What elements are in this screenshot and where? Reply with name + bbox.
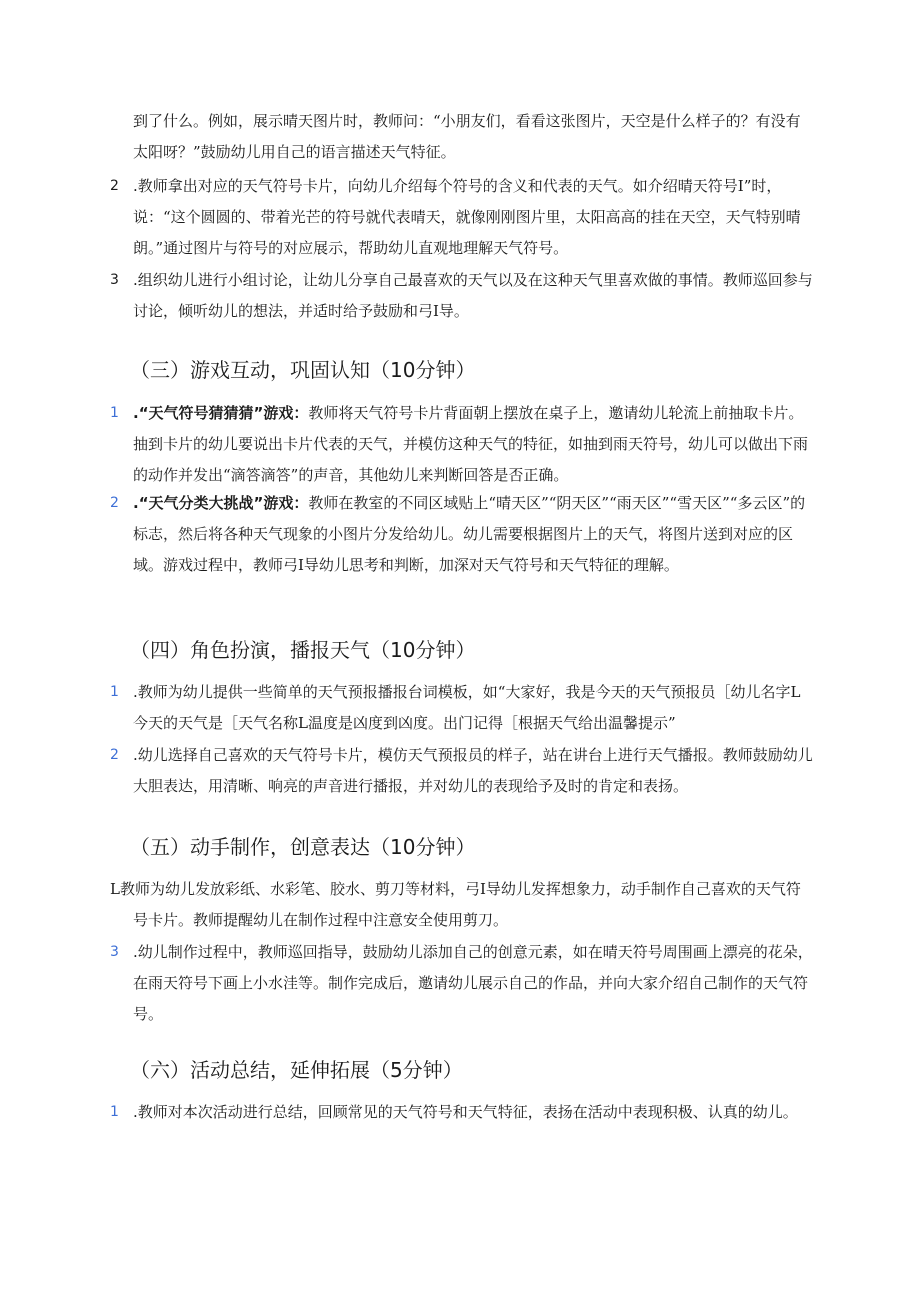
list-item-text: .幼儿制作过程中，教师巡回指导，鼓励幼儿添加自己的创意元素，如在晴天符号周围画上漂亮的花朵，在雨天符号下画上小水洼等。制作完成后，邀请幼儿展示自己的作品，并向大家介绍自己制作的天气符号。	[133, 943, 813, 1023]
list-item-roleplay-2	[110, 740, 813, 802]
list-item-text	[133, 398, 813, 491]
section-heading-3: （三）游戏互动，巩固认知（10分钟）	[130, 358, 476, 382]
list-item-text: .幼儿选择自己喜欢的天气符号卡片，模仿天气预报员的样子，站在讲台上进行天气播报。教师鼓励幼儿大胆表达，用清晰、响亮的声音进行播报，并对幼儿的表现给予及时的肯定和表扬。	[133, 746, 813, 795]
section-heading-6: （六）活动总结，延伸拓展（5分钟）	[130, 1058, 463, 1082]
list-item-3	[110, 265, 813, 327]
list-item-text: .教师拿出对应的天气符号卡片，向幼儿介绍每个符号的含义和代表的天气。如介绍晴天符号I”时，说：“这个圆圆的、带着光芒的符号就代表晴天，就像刚刚图片里，太阳高高的挂在天空，天气特别晴朗。”通过图片与符号的对应展示，帮助幼儿直观地理解天气符号。	[133, 177, 801, 257]
list-item-game-2	[110, 488, 813, 581]
list-number: 2	[110, 178, 119, 194]
list-item-summary-1	[110, 1097, 813, 1128]
list-item-game-1	[110, 398, 813, 491]
game-title: .“天气符号猜猜猜”游戏：	[133, 404, 309, 422]
game-description: 教师在教室的不同区域贴上“晴天区”“阴天区”“雨天区”“雪天区”“多云区”的标志，然后将各种天气现象的小图片分发给幼儿。幼儿需要根据图片上的天气，将图片送到对应的区域。游戏过程中，教师弓I导幼儿思考和判断，加深对天气符号和天气特征的理解。	[133, 494, 806, 574]
list-item-text: L教师为幼儿发放彩纸、水彩笔、胶水、剪刀等材料，弓I导幼儿发挥想象力，动手制作自己喜欢的天气符号卡片。教师提醒幼儿在制作过程中注意安全使用剪刀。	[110, 880, 801, 929]
game-title: .“天气分类大挑战”游戏：	[133, 494, 309, 512]
list-number: 3	[110, 272, 119, 288]
list-item-craft-3	[110, 937, 813, 1030]
list-item-text: .教师为幼儿提供一些简单的天气预报播报台词模板，如“大家好，我是今天的天气预报员［幼儿名字L今天的天气是［天气名称L温度是凶度到凶度。出门记得［根据天气给出温馨提示”	[133, 683, 801, 732]
list-item-text: .组织幼儿进行小组讨论，让幼儿分享自己最喜欢的天气以及在这种天气里喜欢做的事情。教师巡回参与讨论，倾听幼儿的想法，并适时给予鼓励和弓I导。	[133, 271, 813, 320]
list-number: 2	[110, 747, 119, 763]
game-description: 教师将天气符号卡片背面朝上摆放在桌子上，邀请幼儿轮流上前抽取卡片。抽到卡片的幼儿要说出卡片代表的天气，并模仿这种天气的特征，如抽到雨天符号，幼儿可以做出下雨的动作并发出“滴答滴答”的声音，其他幼儿来判断回答是否正确。	[133, 404, 809, 484]
list-number: 2	[110, 495, 119, 511]
list-item-text: .教师对本次活动进行总结，回顾常见的天气符号和天气特征，表扬在活动中表现积极、认真的幼儿。	[133, 1103, 798, 1121]
list-item-2	[110, 171, 813, 264]
list-item-craft-1	[110, 874, 813, 936]
list-number: 1	[110, 405, 119, 421]
section-heading-5: （五）动手制作，创意表达（10分钟）	[130, 835, 476, 859]
list-item-roleplay-1	[110, 677, 813, 739]
intro-continuation: 到了什么。例如，展示晴天图片时，教师问：“小朋友们，看看这张图片，天空是什么样子的？有没有太阳呀？”鼓励幼儿用自己的语言描述天气特征。	[133, 112, 801, 161]
list-number: 1	[110, 1104, 119, 1120]
list-number: 1	[110, 684, 119, 700]
section-heading-4: （四）角色扮演，播报天气（10分钟）	[130, 638, 476, 662]
list-item-text	[133, 488, 813, 581]
list-number: 3	[110, 944, 119, 960]
